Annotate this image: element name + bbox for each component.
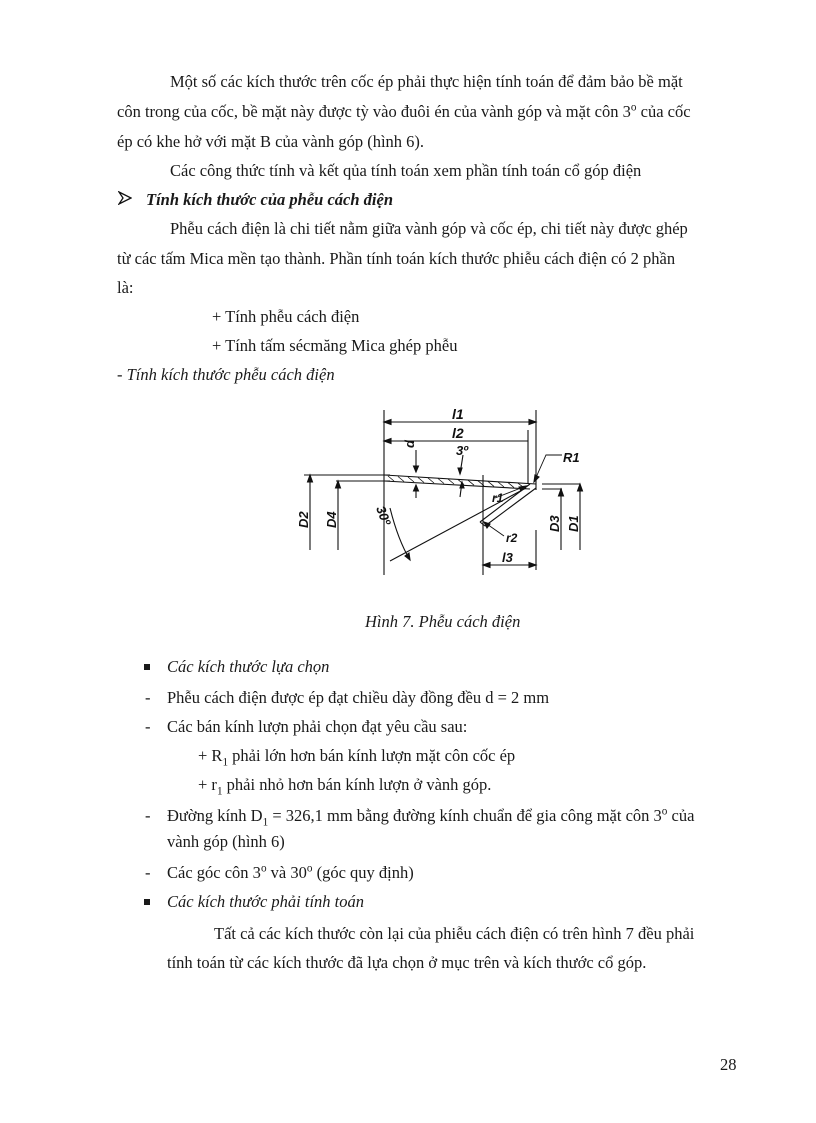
list1-item1: + Tính phễu cách điện [212,307,360,326]
radius-R1-requirement: + $R_1$ phải lớn hơn bán kính lượn mặt côn cốc ép [198,746,516,769]
paragraph1-line3: ép có khe hở với mặt B của vành góp (hình 6). [117,132,425,151]
label-3deg: 3º [456,443,468,458]
radius-r1-requirement: + $r_1$ phải nhỏ hơn bán kính lượn ở vành góp. [198,775,492,798]
list1-item2: + Tính tấm sécmăng Mica ghép phễu [212,336,458,355]
label-l3: l3 [502,550,513,565]
section-chosen-title: Các kích thước lựa chọn [167,657,330,676]
label-30deg: 30º [373,503,394,528]
arrow-bullet-icon [118,190,132,210]
paragraph1-line2: côn trong của cốc, bề mặt này được tỳ vào đuôi én của vành góp và mặt côn 3$^o$ của cốc [117,101,691,121]
label-D4: D4 [324,511,339,528]
paragraph2: Các công thức tính và kết qủa tính toán xem phần tính toán cổ góp điện [170,161,642,180]
chosen-item-angles: Các góc côn 3$^o$ và 30$^o$ (góc quy định) [167,862,414,882]
label-D1: D1 [566,515,581,532]
page-number: 28 [720,1055,737,1074]
section-calc-title: Các kích thước phải tính toán [167,892,364,911]
label-D3: D3 [547,515,562,532]
paragraph3-line2: từ các tấm Mica mền tạo thành. Phần tính toán kích thước phiễu cách điện có 2 phần [117,249,676,268]
figure-caption: Hình 7. Phễu cách điện [365,612,521,631]
square-bullet-icon [144,899,150,905]
label-r1: r1 [492,491,504,505]
chosen-item-diameter: Đường kính $D_1 = 326,1$ mm bằng đường kính chuẩn để gia công mặt côn 3$^o$ của [167,805,695,829]
calc-line2: tính toán từ các kích thước đã lựa chọn ở mục trên và kích thước cổ góp. [167,953,647,972]
dash-bullet-3: - [145,806,151,825]
dash-bullet-4: - [145,863,151,882]
calc-line1: Tất cả các kích thước còn lại của phiễu cách điện có trên hình 7 đều phải [214,924,695,943]
chosen-item-diameter-line2: vành góp (hình 6) [167,832,285,851]
label-l1: l1 [452,406,464,422]
heading-funnel-dimensions: Tính kích thước của phễu cách điện [146,190,394,209]
label-D2: D2 [296,511,311,528]
subheading-funnel: - Tính kích thước phễu cách điện [117,365,335,384]
label-d: d [402,440,417,448]
label-R1: R1 [563,450,580,465]
label-r2: r2 [506,531,518,545]
square-bullet-icon [144,664,150,670]
paragraph1-line1: Một số các kích thước trên cốc ép phải thực hiện tính toán để đảm bảo bề mặt [170,72,683,91]
funnel-diagram [280,400,620,580]
dash-bullet-1: - [145,688,151,707]
paragraph3-line1: Phễu cách điện là chi tiết nằm giữa vành góp và cốc ép, chi tiết này được ghép [170,219,688,238]
paragraph3-line3: là: [117,278,134,297]
dash-bullet-2: - [145,717,151,736]
chosen-item-radii: Các bán kính lượn phải chọn đạt yêu cầu sau: [167,717,468,736]
chosen-item-thickness: Phễu cách điện được ép đạt chiều dày đồng đều d = 2 mm [167,688,550,707]
label-l2: l2 [452,425,464,441]
